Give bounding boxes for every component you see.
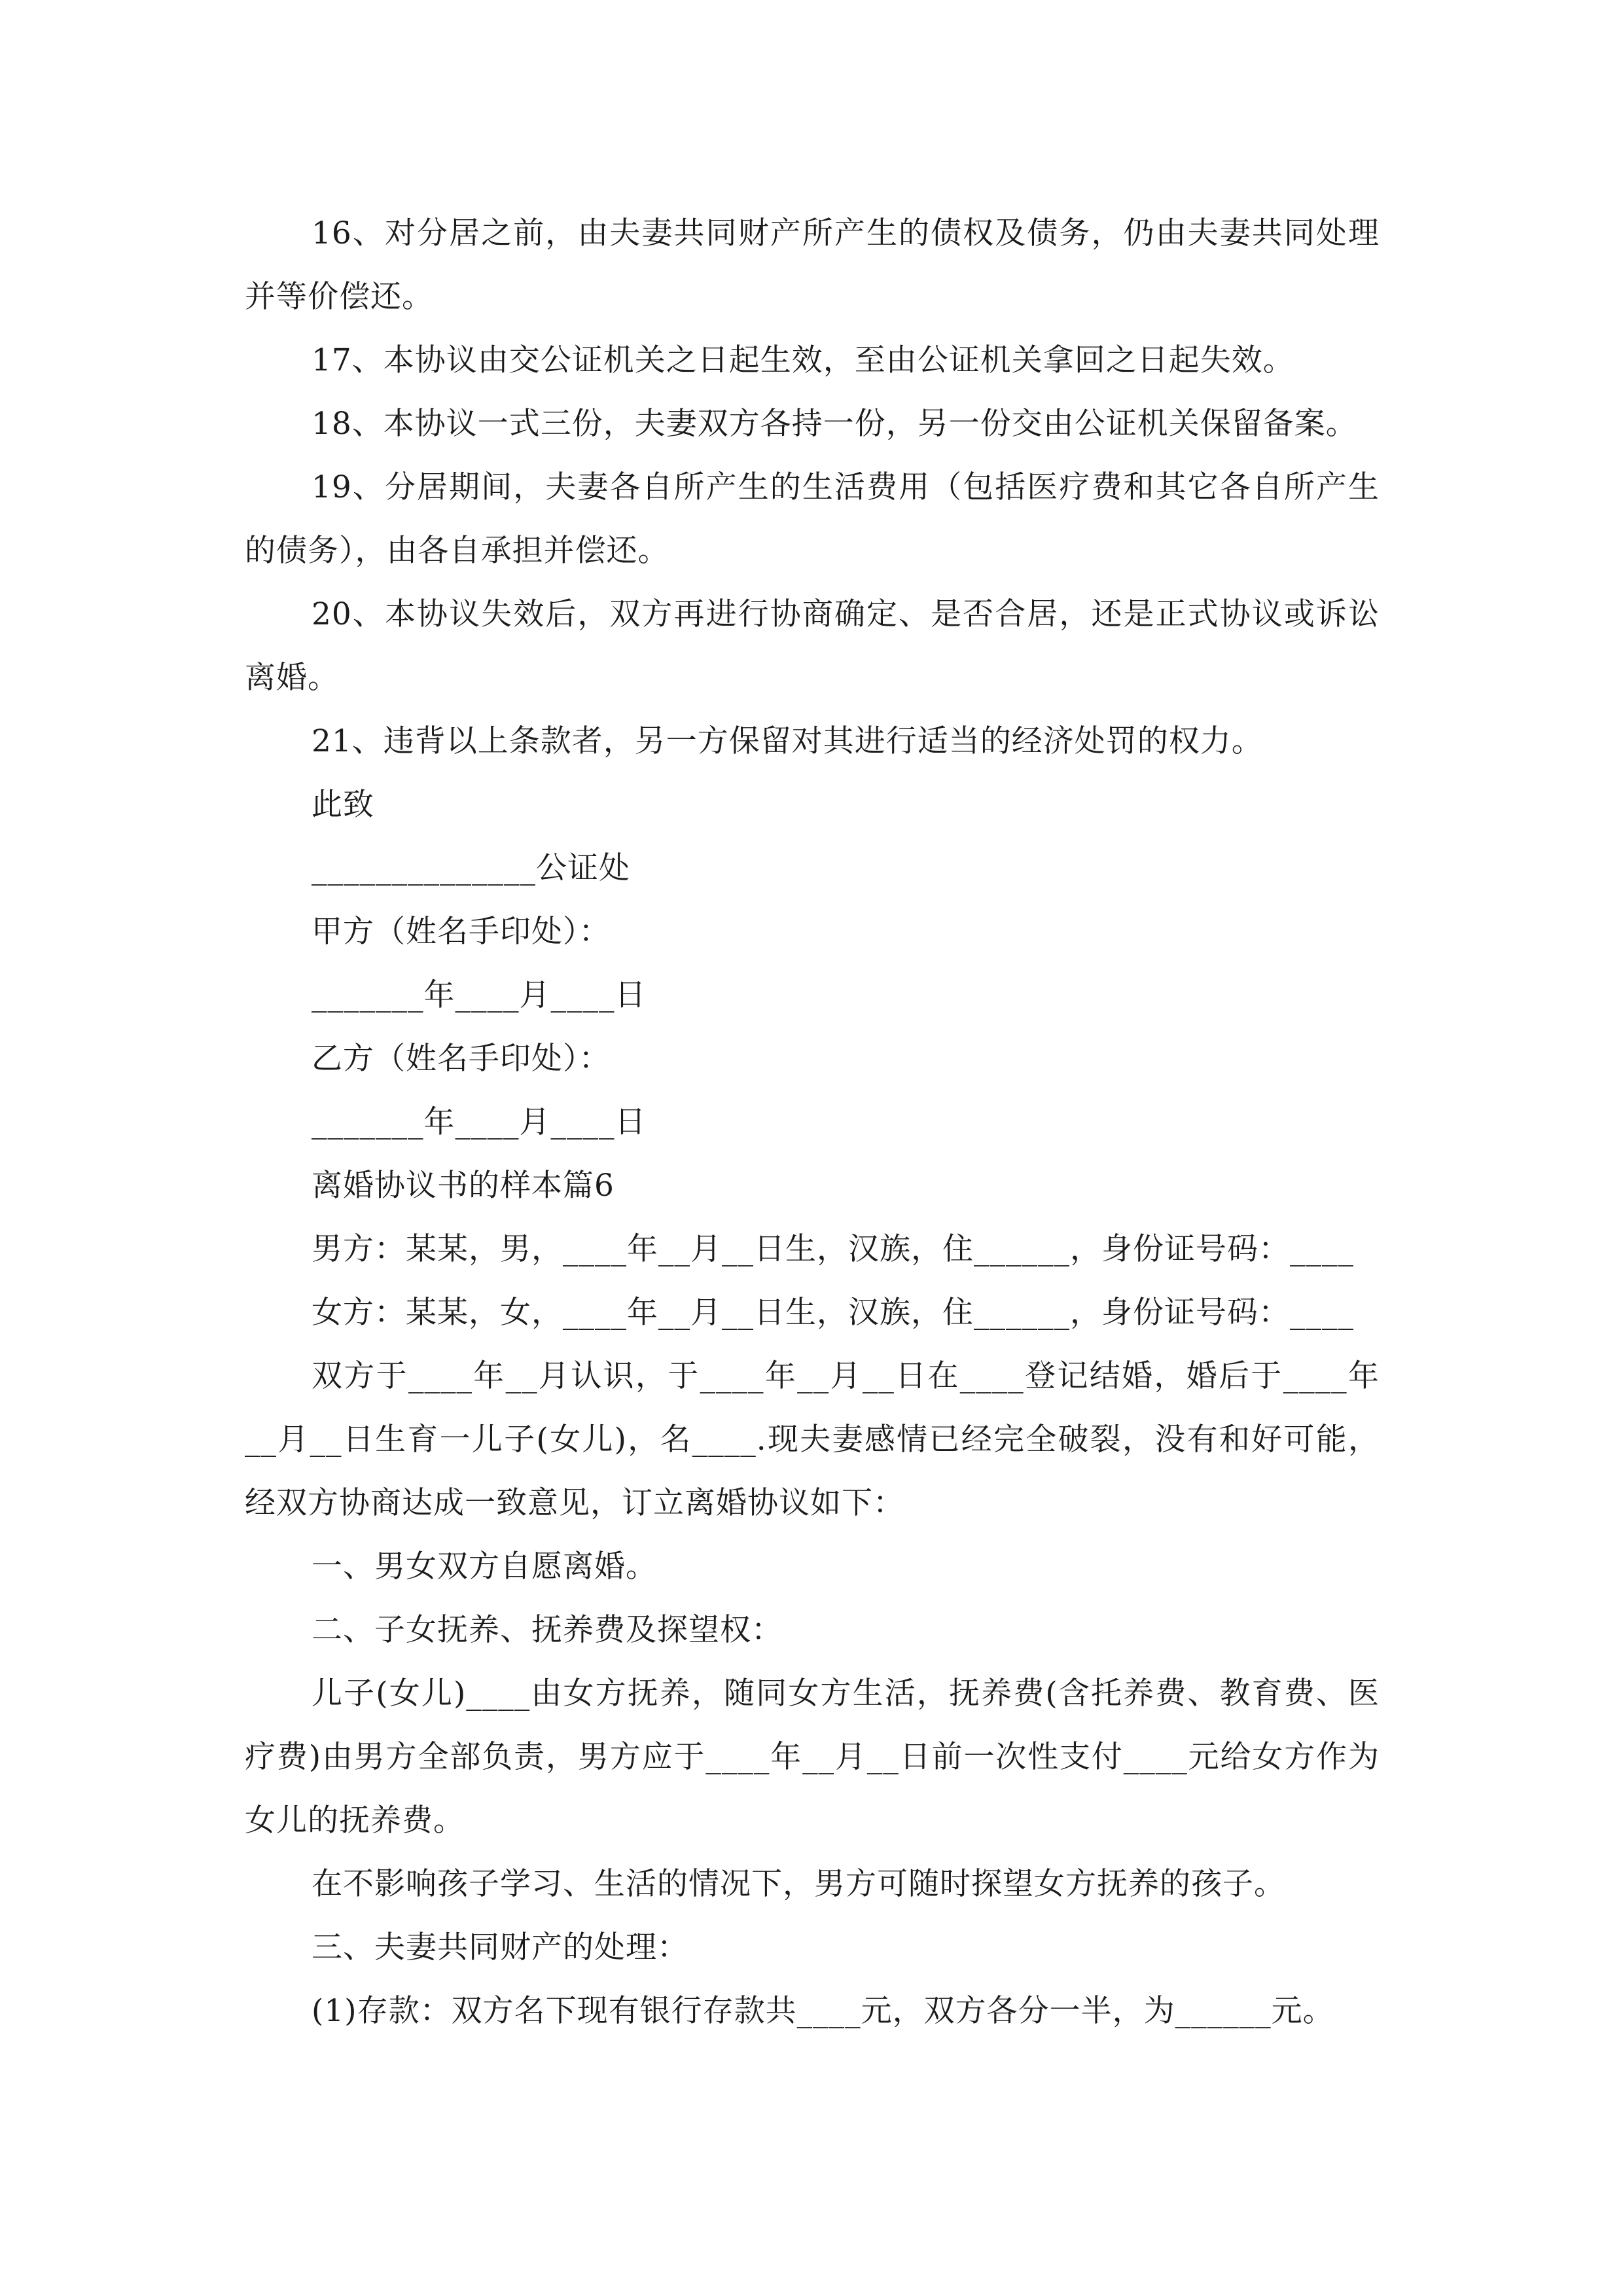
visitation-text: 在不影响孩子学习、生活的情况下，男方可随时探望女方抚养的孩子。: [312, 1866, 1285, 1902]
savings-text: (1)存款：双方名下现有银行存款共____元，双方各分一半，为______元。: [312, 1993, 1334, 2029]
party-a-signature: 甲方（姓名手印处）：: [312, 914, 611, 950]
party-a-date: _______年____月____日: [312, 977, 647, 1013]
salutation: 此致: [312, 787, 374, 823]
clause-3-heading: 三、夫妻共同财产的处理：: [312, 1929, 688, 1965]
party-b-date: _______年____月____日: [312, 1104, 647, 1140]
paragraph-19-living-costs: 19、分居期间，夫妻各自所产生的生活费用（包括医疗费和其它各自所产生的债务），由各自承担并偿还。: [245, 469, 1380, 569]
document-page: [245, 202, 1380, 2043]
party-b-signature: 乙方（姓名手印处）：: [312, 1041, 611, 1077]
paragraph-16-debts: 16、对分居之前，由夫妻共同财产所产生的债权及债务，仍由夫妻共同处理并等价偿还。: [245, 215, 1380, 315]
notary-office-line: ______________公证处: [312, 850, 630, 886]
paragraph-20-expiry: 20、本协议失效后，双方再进行协商确定、是否合居，还是正式协议或诉讼离婚。: [245, 596, 1380, 696]
paragraph-18-copies: 18、本协议一式三份，夫妻双方各持一份，另一份交由公证机关保留备案。: [312, 406, 1357, 442]
female-party-info: 女方：某某，女，____年__月__日生，汉族，住______，身份证号码：____: [312, 1295, 1354, 1331]
paragraph-21-penalty: 21、违背以上条款者，另一方保留对其进行适当的经济处罚的权力。: [312, 723, 1263, 759]
paragraph-17-effective: 17、本协议由交公证机关之日起生效，至由公证机关拿回之日起失效。: [312, 342, 1294, 378]
male-party-info: 男方：某某，男，____年__月__日生，汉族，住______，身份证号码：____: [312, 1231, 1354, 1267]
child-custody-text: 儿子(女儿)____由女方抚养，随同女方生活，抚养费(含托养费、教育费、医疗费)由男方全部负责，男方应于____年__月__日前一次性支付____元给女方作为女儿的抚养费。: [245, 1676, 1380, 1839]
clause-1-divorce: 一、男女双方自愿离婚。: [312, 1549, 657, 1585]
clause-2-heading: 二、子女抚养、抚养费及探望权：: [312, 1612, 783, 1648]
section-heading: 离婚协议书的样本篇6: [312, 1168, 615, 1204]
marriage-background: 双方于____年__月认识，于____年__月__日在____登记结婚，婚后于____年__月__日生育一儿子(女儿)，名____.现夫妻感情已经完全破裂，没有和好可能，经双方协商达成一致意见，订立离婚协议如下：: [245, 1358, 1380, 1521]
